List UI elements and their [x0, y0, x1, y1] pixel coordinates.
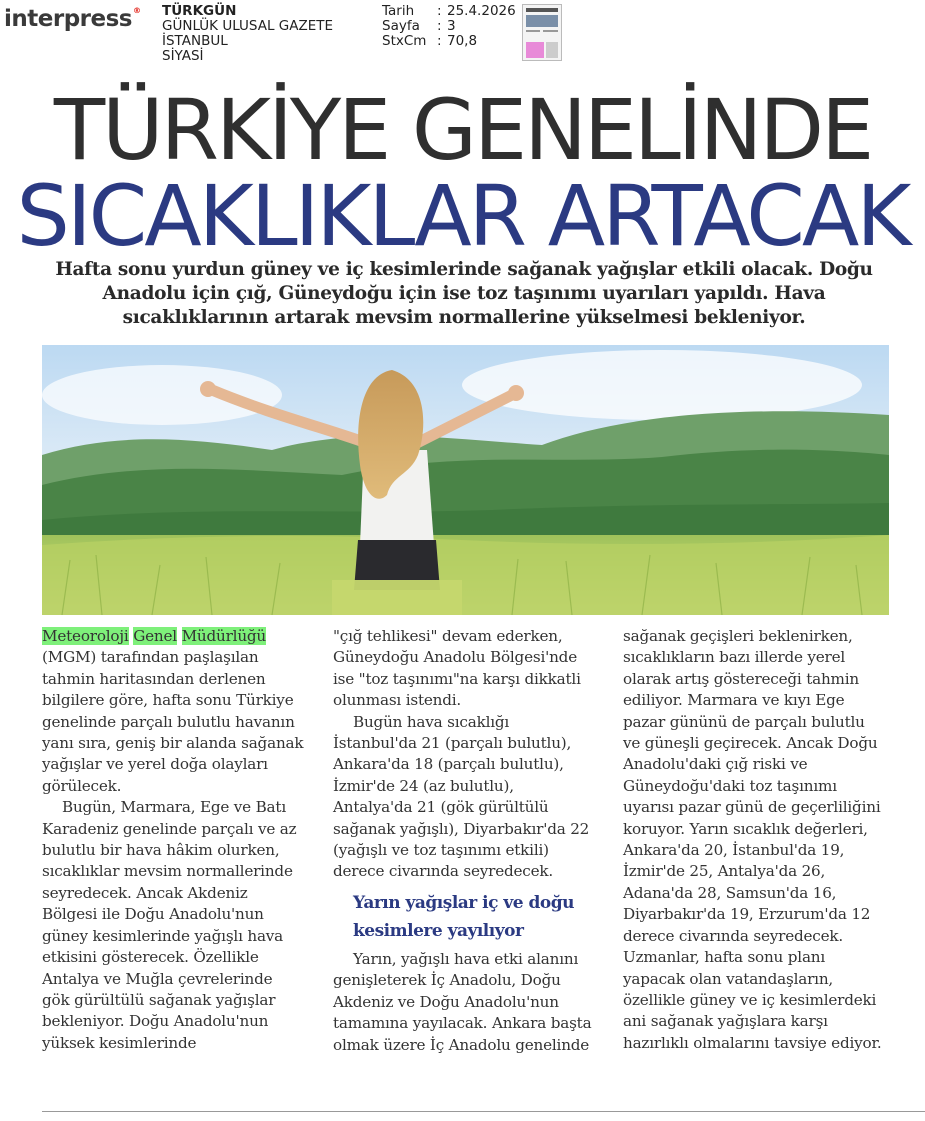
- publication-section: SİYASİ: [162, 48, 204, 64]
- article-column-3: [623, 626, 885, 1054]
- publication-type: GÜNLÜK ULUSAL GAZETE: [162, 18, 334, 34]
- highlight: Müdürlüğü: [181, 627, 267, 645]
- publication-info: [162, 4, 333, 64]
- article-photo: [42, 345, 889, 615]
- paragraph: "çığ tehlikesi" devam ederken, Güneydoğu Anadolu Bölgesi'nde ise "toz taşınımı"na karşı dikkatli olunması istendi.: [333, 627, 581, 710]
- highlight: Meteoroloji: [42, 627, 129, 645]
- meta-date: Tarih : 25.4.2026: [382, 3, 516, 19]
- meta-stxcm: StxCm : 70,8: [382, 33, 478, 49]
- lead-paragraph: Hafta sonu yurdun güney ve iç kesimlerinde sağanak yağışlar etkili olacak. Doğu Anadolu için çığ, Güneydoğu için ise toz taşınımı uyarıları yapıldı. Hava sıcaklıklarının artarak mevsim normallerine yükselmesi bekleniyor.: [55, 259, 873, 328]
- subheading: Yarın yağışlar iç ve doğu kesimlere yayılıyor: [353, 892, 574, 941]
- interpress-logo: interpress®: [4, 6, 141, 32]
- bottom-rule: [42, 1111, 925, 1112]
- highlight: Genel: [133, 627, 177, 645]
- clipping-header: [0, 0, 925, 70]
- woman-in-field-photo: [42, 345, 889, 615]
- paragraph: Meteoroloji Genel Müdürlüğü (MGM) tarafından paşlaşılan tahmin haritasından derlenen bilgilere göre, hafta sonu Türkiye genelinde parçalı bulutlu havanın yanı sıra, geniş bir alanda sağanak yağışlar ve yerel doğa olayları görülecek.: [42, 627, 304, 795]
- headline-line-2: SICAKLIKLAR ARTACAK: [16, 167, 909, 265]
- paragraph: Bugün hava sıcaklığı İstanbul'da 21 (parçalı bulutlu), Ankara'da 18 (parçalı bulutlu), İzmir'de 24 (az bulutlu), Antalya'da 21 (gök gürültülü sağanak yağışlı), Diyarbakır'da 22 (yağışlı ve toz taşınımı etkili) derece civarında seyredecek.: [333, 712, 590, 881]
- article-column-2: [333, 626, 595, 1056]
- headline-line-1: TÜRKİYE GENELİNDE: [53, 81, 872, 179]
- publication-name: TÜRKGÜN: [162, 3, 237, 19]
- meta-page: Sayfa : 3: [382, 18, 456, 34]
- paragraph: Yarın, yağışlı hava etki alanını genişleterek İç Anadolu, Doğu Akdeniz ve Doğu Anadolu'nun tamamına yayılacak. Ankara başta olmak üzere İç Anadolu genelinde: [333, 949, 592, 1054]
- article-column-1: [42, 626, 304, 1054]
- paragraph: Bugün, Marmara, Ege ve Batı Karadeniz genelinde parçalı ve az bulutlu bir hava hâkim olurken, sıcaklıklar mevsim normallerinde seyredecek. Ancak Akdeniz Bölgesi ile Doğu Anadolu'nun güney kesimlerinde yağışlı hava etkisini gösterecek. Özellikle Antalya ve Muğla çevrelerinde gök gürültülü sağanak yağışlar bekleniyor. Doğu Anadolu'nun yüksek kesimlerinde: [42, 798, 297, 1052]
- paragraph: sağanak geçişleri beklenirken, sıcaklıkların bazı illerde yerel olarak artış göstereceği tahmin ediliyor. Marmara ve kıyı Ege pazar gününü de parçalı bulutlu ve güneşli geçirecek. Ancak Doğu Anadolu'daki çığ riski ve Güneydoğu'daki toz taşınımı uyarısı pazar günü de geçerliliğini koruyor. Yarın sıcaklık değerleri, Ankara'da 20, İstanbul'da 19, İzmir'de 25, Antalya'da 26, Adana'da 28, Samsun'da 16, Diyarbakır'da 19, Erzurum'da 12 derece civarında seyredecek. Uzmanlar, hafta sonu planı yapacak olan vatandaşların, özellikle güney ve iç kesimlerdeki ani sağanak yağışlara karşı hazırlıklı olmalarını tavsiye ediyor.: [623, 627, 882, 1052]
- page-thumbnail[interactable]: [522, 4, 562, 61]
- clipping-meta: [382, 4, 516, 49]
- publication-city: İSTANBUL: [162, 33, 228, 49]
